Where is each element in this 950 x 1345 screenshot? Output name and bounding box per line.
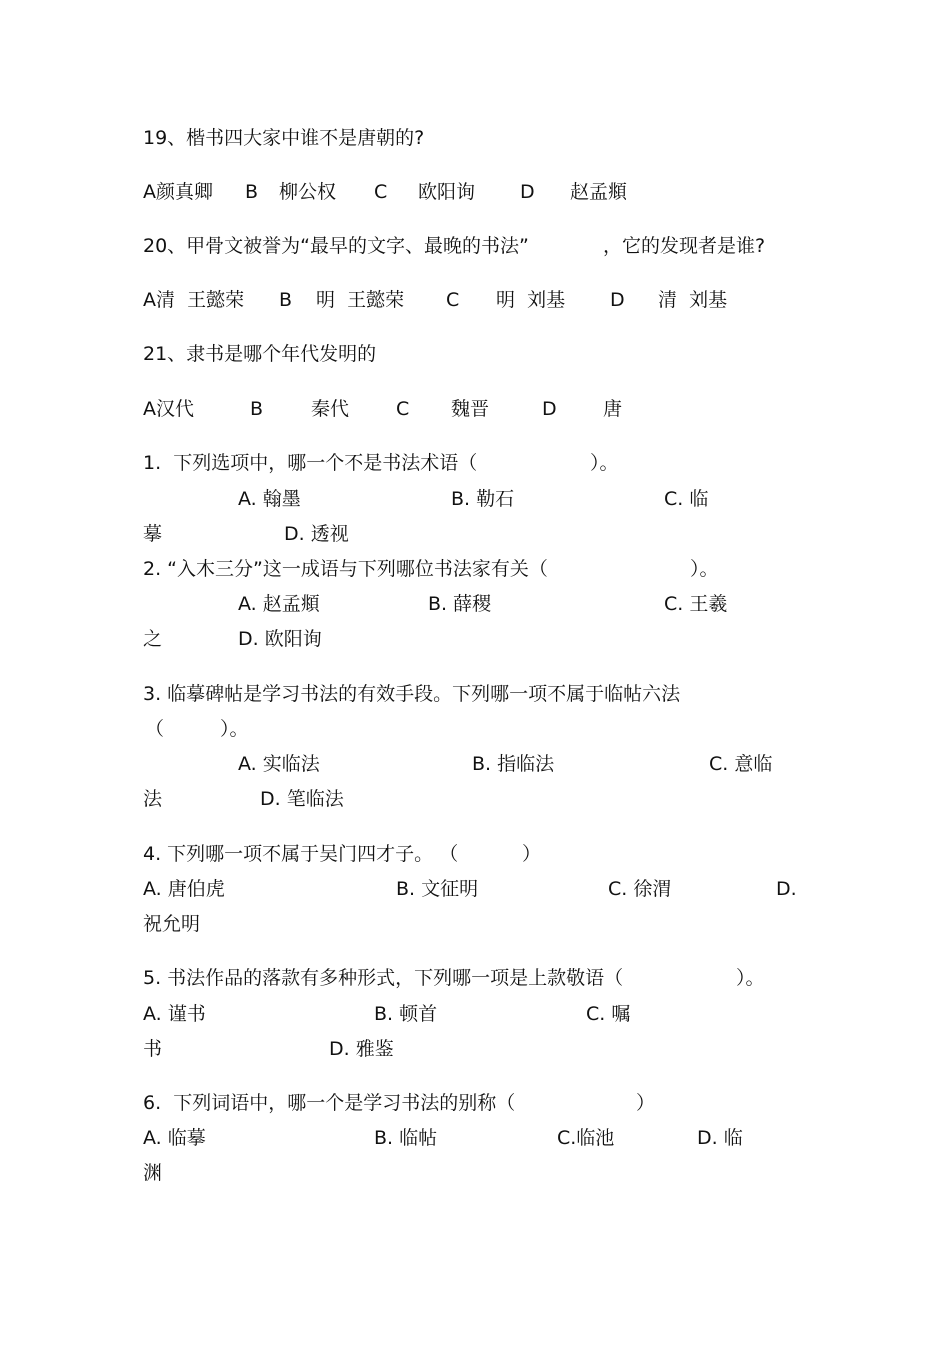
q19-option-c-letter: C	[374, 181, 388, 203]
question-5-end: ）。	[736, 967, 765, 989]
q21-option-d-letter: D	[542, 398, 557, 420]
q1-option-b: B. 勒石	[451, 488, 515, 510]
question-1-end: ）。	[590, 452, 619, 474]
q4-option-d: D.	[776, 878, 797, 900]
question-4: 4. 下列哪一项不属于吴门四才子。 （	[143, 843, 459, 865]
q3-option-b: B. 指临法	[472, 753, 555, 775]
q2-option-c: C. 王羲	[664, 593, 728, 615]
q3-option-a: A. 实临法	[238, 753, 320, 775]
question-3-cont: （	[145, 718, 165, 740]
q20-option-b-letter: B	[279, 289, 293, 311]
q19-option-c: 欧阳询	[418, 181, 476, 203]
q19-option-d: 赵孟頫	[570, 181, 628, 203]
q21-option-b-letter: B	[250, 398, 264, 420]
question-5: 5. 书法作品的落款有多种形式，下列哪一项是上款敬语（	[143, 967, 624, 989]
q21-option-c: 魏晋	[451, 398, 490, 420]
question-19: 19、楷书四大家中谁不是唐朝的?	[143, 127, 425, 149]
q19-option-a: A颜真卿	[143, 181, 213, 203]
q6-option-d-cont: 渊	[143, 1162, 163, 1184]
q5-option-b: B. 顿首	[374, 1003, 438, 1025]
q4-option-c: C. 徐渭	[608, 878, 672, 900]
q5-option-c-cont: 书	[143, 1038, 163, 1060]
question-3-end: ）。	[220, 718, 249, 740]
q21-option-c-letter: C	[396, 398, 410, 420]
q6-option-b: B. 临帖	[374, 1127, 438, 1149]
q20-option-c-letter: C	[446, 289, 460, 311]
q1-option-c: C. 临	[664, 488, 709, 510]
question-2: 2. “入木三分”这一成语与下列哪位书法家有关（	[143, 558, 548, 580]
q20-option-d-letter: D	[610, 289, 625, 311]
q2-option-b: B. 薛稷	[428, 593, 492, 615]
q5-option-a: A. 谨书	[143, 1003, 206, 1025]
question-20: 20、甲骨文被誉为“最早的文字、最晚的书法”	[143, 235, 529, 257]
q21-option-d: 唐	[603, 398, 623, 420]
q2-option-c-cont: 之	[143, 628, 163, 650]
q19-option-d-letter: D	[520, 181, 535, 203]
q3-option-c-cont: 法	[143, 788, 163, 810]
q1-option-d: D. 透视	[284, 523, 349, 545]
q20-option-b: 明 王懿荣	[316, 289, 405, 311]
q21-option-b: 秦代	[311, 398, 350, 420]
q6-option-a: A. 临摹	[143, 1127, 206, 1149]
question-20-tail: ，它的发现者是谁?	[603, 235, 766, 257]
q6-option-d: D. 临	[697, 1127, 743, 1149]
q4-option-d-cont: 祝允明	[143, 913, 201, 935]
q19-option-b-letter: B	[245, 181, 259, 203]
question-4-end: ）	[522, 843, 542, 865]
q19-option-b: 柳公权	[279, 181, 337, 203]
q20-option-d: 清 刘基	[658, 289, 728, 311]
question-6-end: ）	[636, 1092, 656, 1114]
q1-option-a: A. 翰墨	[238, 488, 301, 510]
question-2-end: ）。	[690, 558, 719, 580]
q5-option-c: C. 嘱	[586, 1003, 631, 1025]
q4-option-b: B. 文征明	[396, 878, 479, 900]
question-1: 1. 下列选项中，哪一个不是书法术语（	[143, 452, 478, 474]
q21-option-a: A汉代	[143, 398, 194, 420]
q20-option-a: A清 王懿荣	[143, 289, 245, 311]
q3-option-d: D. 笔临法	[260, 788, 344, 810]
q3-option-c: C. 意临	[709, 753, 773, 775]
q6-option-c: C.临池	[557, 1127, 615, 1149]
q2-option-a: A. 赵孟頫	[238, 593, 320, 615]
question-6: 6. 下列词语中，哪一个是学习书法的别称（	[143, 1092, 516, 1114]
question-3: 3. 临摹碑帖是学习书法的有效手段。下列哪一项不属于临帖六法	[143, 683, 681, 705]
q20-option-c: 明 刘基	[496, 289, 566, 311]
q4-option-a: A. 唐伯虎	[143, 878, 225, 900]
q2-option-d: D. 欧阳询	[238, 628, 322, 650]
q5-option-d: D. 雅鉴	[329, 1038, 394, 1060]
question-21: 21、隶书是哪个年代发明的	[143, 343, 377, 365]
q1-option-c-cont: 摹	[143, 523, 163, 545]
